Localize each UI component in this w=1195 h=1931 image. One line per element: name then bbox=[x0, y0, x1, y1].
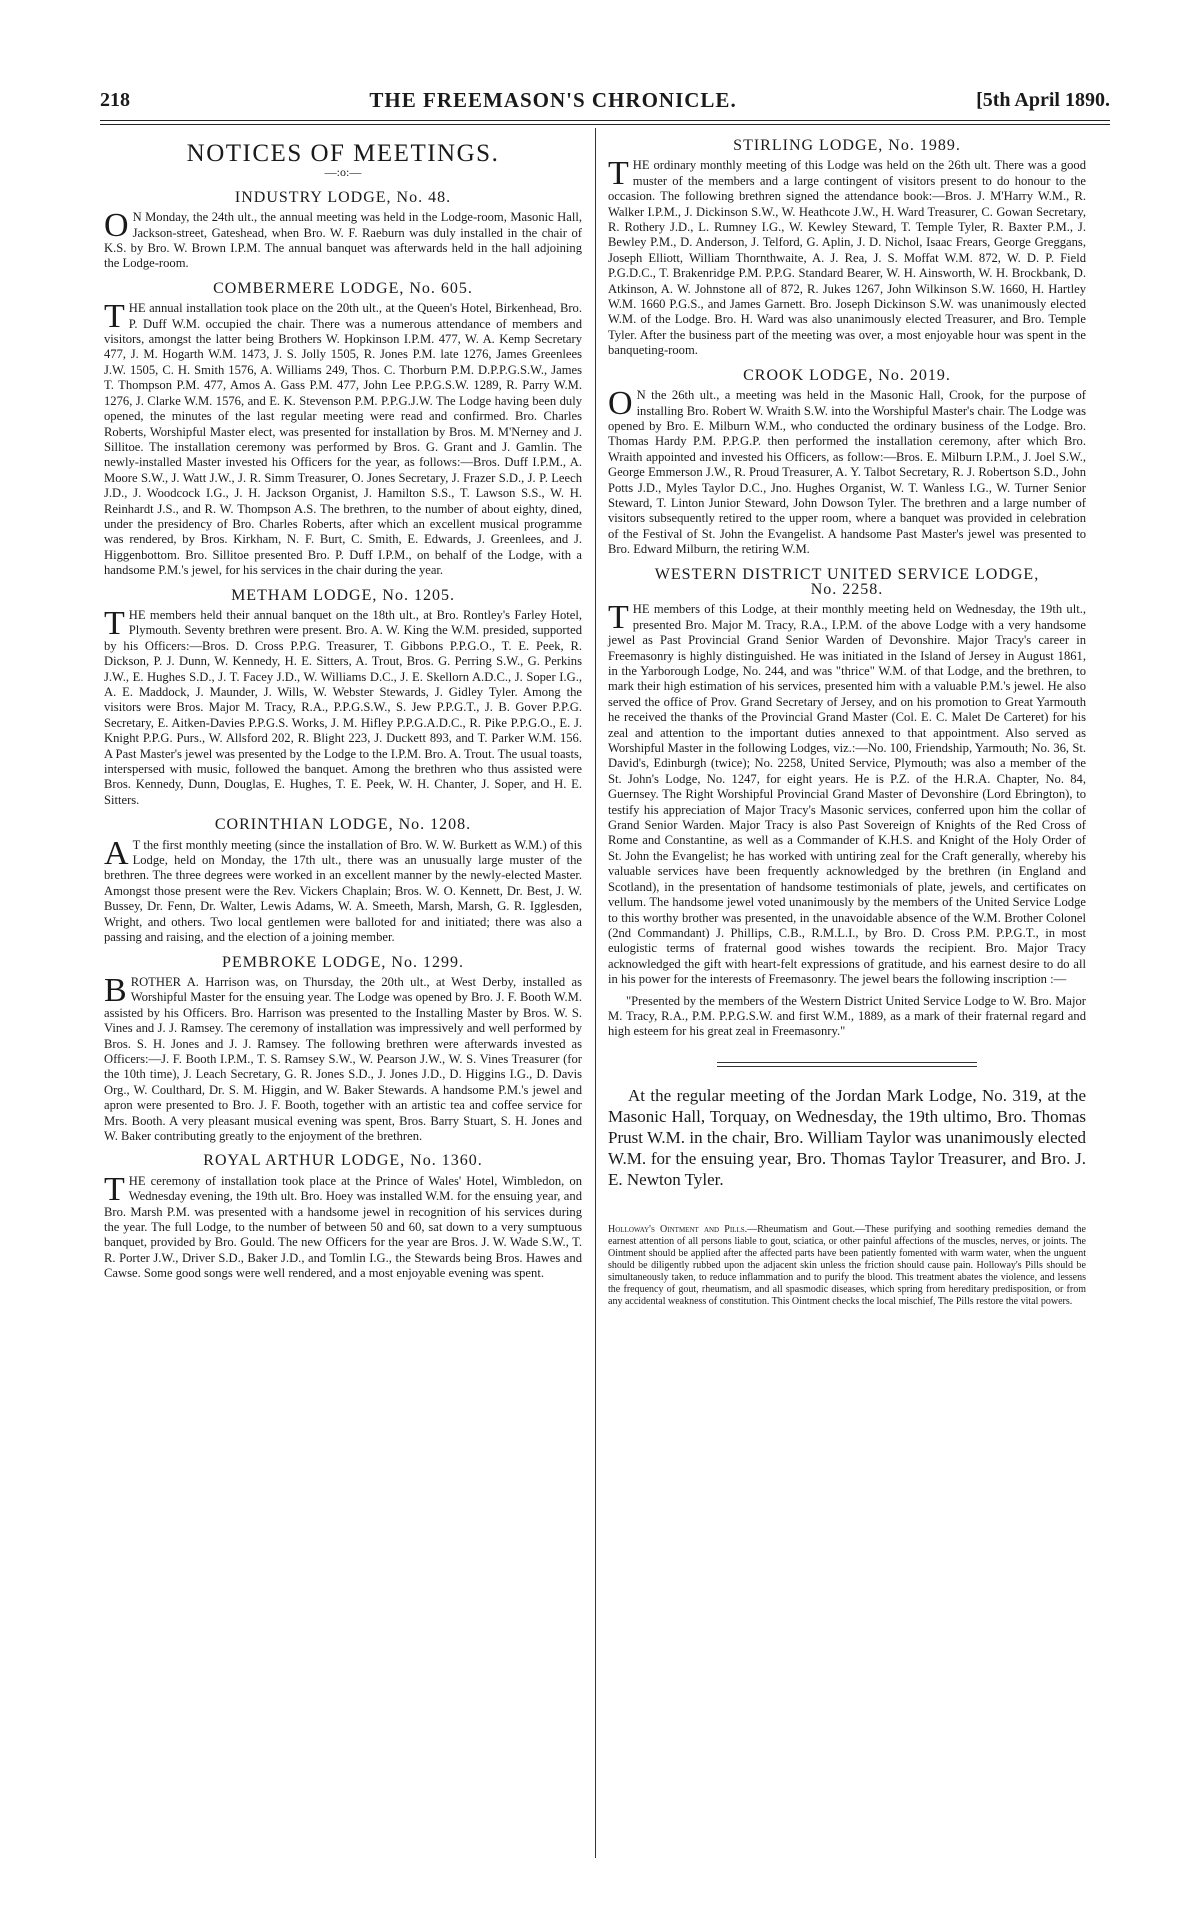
advert-body: —Rheumatism and Gout.—These purifying and soothing remedies demand the earnest attention of all persons liable to gout, sciatica, or other painful affections of the muscles, nerves, or joints. The Ointment should be applied after the affected parts have been patiently fomented with warm water, when the unguent should be diligently rubbed upon the adjacent skin unless the friction should cause pain. Holloway's Pills should be simultaneously taken, to reduce inflammation and to purify the blood. This treatment abates the violence, and lessens the frequency of gout, rheumatism, and all spasmodic diseases, which spring from hereditary predisposition, or from any accidental weakness of constitution. This Ointment checks the local mischief, The Pills restore the vital powers. bbox=[608, 1223, 1086, 1307]
header-rule-top bbox=[100, 120, 1110, 121]
left-column bbox=[104, 138, 582, 1284]
article-body: A T the first monthly meeting (since the installation of Bro. W. W. Burkett as W.M.) of this Lodge, held on Monday, the 17th ult., there was an unusually large muster of the brethren. The three degrees were worked in an excellent manner by the newly-elected Master. Amongst those present were the Rev. Vickers Chaplain; Bros. W. O. Kennett, Dr. Best, J. W. Bussey, Dr. Fenn, Dr. Walter, Lewis Adams, W. A. Smeeth, Marsh, Marsh, G. R. Igglesden, Wright, and others. Two local gentlemen were balloted for and initiated; there was also a passing and raising, and the election of a joining member. bbox=[104, 834, 582, 945]
issue-date: [5th April 1890. bbox=[976, 88, 1110, 111]
jordan-mark-lodge-notice: At the regular meeting of the Jordan Mark Lodge, No. 319, at the Masonic Hall, Torquay, on Wednesday, the 19th ultimo, Bro. Thomas Prust W.M. in the chair, Bro. William Taylor was unanimously elected W.M. for the ensuing year, Bro. Thomas Taylor Treasurer, and Bro. J. E. Newton Tyler. bbox=[608, 1085, 1086, 1189]
article-heading: CORINTHIAN LODGE, No. 1208. bbox=[214, 816, 472, 834]
article-western-district-lodge bbox=[608, 567, 1086, 1040]
article-body: O N Monday, the 24th ult., the annual meeting was held in the Lodge-room, Masonic Hall, Jackson-street, Gateshead, when Bro. W. F. Raeburn was duly installed in the chair of K.S. by Bro. W. Brown I.P.M. The annual banquet was afterwards held in the hall adjoining the Lodge-room. bbox=[104, 207, 582, 271]
drop-cap: T bbox=[608, 155, 629, 193]
column-divider bbox=[595, 128, 596, 1858]
section-title: NOTICES OF MEETINGS. bbox=[186, 140, 500, 167]
article-stirling-lodge bbox=[608, 138, 1086, 359]
article-body: THE members of this Lodge, at their monthly meeting held on Wednesday, the 19th ult., presented Bro. Major M. Tracy, R.A., I.P.M. of the above Lodge with a very handsome jewel as Past Provincial Grand Senior Warden of Devonshire. Major Tracy's career in Freemasonry is highly distinguished. He was initiated in the Island of Jersey in August 1861, in the Yarborough Lodge, No. 244, and was "thrice" W.M. of that Lodge, and the brethren, to mark their high estimation of his services, presented him with a valuable P.M.'s jewel. He also served the office of Prov. Grand Secretary of Jersey, and on his promotion to Great Yarmouth he received the thanks of the Provincial Grand Master (Col. E. C. Malet De Carteret) for his zeal and attention to the important duties annexed to that appointment. Also served as Worshipful Master in the following Lodges, viz.:—No. 100, Friendship, Yarmouth; No. 36, St. David's, Edinburgh (twice); No. 2258, United Service, Plymouth; was also a member of the St. John's Lodge, No. 1247, for eight years. He is P.Z. of the H.R.A. Chapter, No. 84, Guernsey. The Right Worshipful Provincial Grand Master of Devonshire (Lord Ebrington), to testify his appreciation of Major Tracy's Masonic services, conferred upon him the collar of Grand Senior Warden. Major Tracy is also Past Sovereign of Knights of the Red Cross of Rome and Constantine, as well as a Commander of K.H.S. and Knight of the Holy Order of St. John the Evangelist; he has worked with untiring zeal for the Craft generally, whereby his valuable services have been frequently acknowledged by the brethren (in England and Scotland), in the presentation of handsome testimonials of plate, jewels, and certificates on vellum. The handsome jewel voted unanimously by the members of the United Service Lodge to this worthy brother was presented, in the unavoidable absence of the W.M. Brother Colonel (2nd Commandant) J. Phillips, C.B., R.M.L.I., by Bro. D. Cross P.M. P.P.G.T., in most eulogistic terms of fraternal good wishes towards the recipient. Bro. Major Tracy acknowledged the gift with heart-felt expressions of gratitude, and his earnest desire to do all in his power for the interests of Freemasonry. The jewel bears the following inscription :— bbox=[608, 599, 1086, 987]
article-body: THE annual installation took place on the 20th ult., at the Queen's Hotel, Birkenhead, Bro. P. Duff W.M. occupied the chair. There was a numerous attendance of members and visitors, amongst the latter being Brothers W. Hopkinson I.P.M. 477, W. A. Kemp Secretary 477, J. M. Hogarth W.M. 1473, J. S. Jolly 1505, R. Jones P.M. late 1276, James Greenlees J.W. 1505, C. H. Smith 1576, A. Williams 249, Thos. C. Thorburn P.M. D.P.P.G.S.W., James T. Thompson P.M. 477, Amos A. Gass P.M. 477, John Lee P.P.G.S.W. 1289, R. Parry W.M. 1276, J. Clarke W.M. 1576, and E. K. Stevenson P.M. P.P.G.J.W. The Lodge having been duly opened, the minutes of the last regular meeting were read and confirmed. Bro. Charles Roberts, Worshipful Master elect, was presented for installation by Bros. M. M'Nerney and J. Sillitoe. The installation ceremony was performed by Bros. G. Grant and J. Gamlin. The newly-installed Master invested his Officers for the year, as follows:—Bros. Duff I.P.M., A. Moore S.W., J. Watt J.W., J. R. Simm Treasurer, O. Jones Secretary, J. Frazer S.D., J. P. Leech J.D., J. Woodcock I.G., J. H. Jackson Organist, J. Hamilton S.S., T. Lawson S.S., W. H. Reinhardt J.S., and R. W. Thompson A.S. The brethren, to the number of about eighty, dined, under the presidency of Bro. Charles Roberts, after which an excellent musical programme was rendered, by Bros. Kirkham, N. F. Burt, C. Smith, E. Edwards, J. Greenlees, and J. Higgenbottom. Bro. Sillitoe presented Bro. P. Duff I.P.M., on behalf of the Lodge, with a handsome P.M.'s jewel, for his services in the chair during the year. bbox=[104, 298, 582, 578]
article-body: O N the 26th ult., a meeting was held in the Masonic Hall, Crook, for the purpose of installing Bro. Robert W. Wraith S.W. into the Worshipful Master's chair. The Lodge was opened by Bro. E. Milburn W.M., who conducted the ordinary business of the Lodge. Bro. Thomas Hardy P.M. P.P.G.P. then performed the installation ceremony, after which Bro. Wraith appointed and invested his Officers, as follow:—Bros. E. Milburn I.P.M., J. Joel S.W., George Emmerson J.W., R. Proud Treasurer, A. Y. Talbot Secretary, R. J. Robertson S.D., John Potts J.D., Myles Taylor D.C., Jno. Hughes Organist, W. T. Wanless I.G., W. Turner Senior Steward, T. Linton Junior Steward, John Dowson Tyler. The brethren and a large number of visitors subsequently retired to the upper room, where a banquet was provided in celebration of the Festival of St. John the Evangelist. A handsome Past Master's jewel was presented to Bro. Edward Milburn, the retiring W.M. bbox=[608, 385, 1086, 557]
title-ornament: —:o:— bbox=[324, 165, 362, 180]
header-rule-bottom bbox=[100, 124, 1110, 125]
drop-cap: T bbox=[104, 298, 125, 336]
drop-cap: O bbox=[104, 207, 129, 245]
article-body: THE ordinary monthly meeting of this Lodge was held on the 26th ult. There was a good muster of the members and a large contingent of visitors present to do honour to the occasion. The following brethren signed the attendance book:—Bros. J. M'Harry W.M., R. Walker I.P.M., J. Dickinson S.W., W. Heathcote J.W., H. Ward Treasurer, C. Gowan Secretary, R. Rothery J.D., L. Rumney I.G., W. Kewley Steward, T. Temple Tyler, R. Baxter P.M., J. Bewley P.M., D. Anderson, J. Telford, G. Aplin, J. D. Nichol, Isaac Frears, George Greggans, Joseph Elliott, William Thornthwaite, A. J. Rea, J. S. Moffat W.M. 872, W. D. P. Field P.G.D.C., T. Brakenridge P.M. P.P.G. Standard Bearer, W. H. Ainsworth, W. H. Brockbank, D. Atkinson, A. W. Johnstone all of 872, R. Jukes 1267, John Wilkinson S.W. 1660, H. Hartley W.M. 1660 P.G.S., and James Garnett. Bro. Joseph Dickinson S.W. was unanimously elected W.M. of the Lodge. Bro. H. Ward was also unanimously elected Treasurer, and Bro. Temple Tyler. After the business part of the meeting was over, a most enjoyable hour was spent in the banqueting-room. bbox=[608, 155, 1086, 358]
drop-cap: T bbox=[104, 1170, 125, 1208]
article-body: THE ceremony of installation took place at the Prince of Wales' Hotel, Wimbledon, on Wednesday evening, the 19th ult. Bro. Hoey was installed W.M. for the ensuing year, and Bro. Marsh P.M. was presented with a handsome jewel in recognition of his services during the year. The full Lodge, to the number of between 50 and 60, sat down to a very sumptuous banquet, provided by Bro. Gould. The new Officers for the year are Bros. J. W. Wade S.W., T. R. Porter J.W., Driver S.D., Baker J.D., and Tomlin I.G., the Stewards being Bros. Hawes and Cawse. Some good songs were well rendered, and a most enjoyable evening was spent. bbox=[104, 1170, 582, 1281]
drop-cap: A bbox=[104, 834, 129, 872]
article-corinthian-lodge bbox=[104, 817, 582, 945]
advert-headline: Holloway's Ointment and Pills. bbox=[608, 1223, 748, 1235]
article-heading: WESTERN DISTRICT UNITED SERVICE LODGE, No. 2258. bbox=[608, 567, 1086, 598]
right-column bbox=[608, 138, 1086, 1310]
section-divider bbox=[717, 1062, 977, 1067]
article-subheading: No. 2258. bbox=[810, 580, 884, 598]
page-number: 218 bbox=[100, 88, 130, 111]
article-industry-lodge bbox=[104, 190, 582, 272]
article-heading: PEMBROKE LODGE, No. 1299. bbox=[222, 953, 464, 971]
article-heading: METHAM LODGE, No. 1205. bbox=[231, 586, 455, 604]
article-combermere-lodge bbox=[104, 281, 582, 579]
publication-title: THE FREEMASON'S CHRONICLE. bbox=[369, 87, 737, 112]
article-metham-lodge bbox=[104, 588, 582, 809]
article-body: THE members held their annual banquet on the 18th ult., at Bro. Rontley's Farley Hotel, Plymouth. Seventy brethren were present. Bro. A. W. King the W.M. presided, supported by his Officers:—Bros. D. Cross P.P.G. Treasurer, T. Gibbons P.P.G.O., T. E. Peek, R. Dickson, P. J. Dunn, W. Kennedy, H. E. Sitters, A. Trout, Bros. G. Perring S.W., G. Perkins J.W., E. Hughes S.D., J. T. Facey J.D., W. Williams D.C., J. E. Skellorn A.D.C., J. Soper I.G., A. E. Maddock, J. Maunder, J. Wills, W. Webster Stewards, J. Gidley Tyler. Among the visitors were Bros. Major M. Tracy, R.A., P.P.G.S.W., S. Jew P.P.G.T., J. B. Gover P.P.G. Secretary, E. Aitken-Davies P.P.G.S. Works, J. M. Hifley P.P.G.A.D.C., R. Pike P.P.G.O., E. J. Knight P.P.G. Purs., W. Allsford 202, R. Blight 223, J. Duckett 893, and T. Parker W.M. 156. A Past Master's jewel was presented by the Lodge to the I.P.M. Bro. A. Trout. The usual toasts, interspersed with music, followed the banquet. Among the brethren who thus assisted were Bros. Kennedy, Dunn, Douglas, E. Hughes, T. E. Peek, W. H. Chanter, J. Soper, and H. E. Sitters. bbox=[104, 604, 582, 807]
article-crook-lodge bbox=[608, 368, 1086, 558]
article-heading: COMBERMERE LODGE, No. 605. bbox=[213, 279, 473, 297]
drop-cap: T bbox=[608, 599, 629, 637]
page-header bbox=[100, 82, 1110, 118]
article-royal-arthur-lodge bbox=[104, 1153, 582, 1281]
article-heading: ROYAL ARTHUR LODGE, No. 1360. bbox=[203, 1152, 483, 1170]
drop-cap: O bbox=[608, 385, 633, 423]
article-body: BROTHER A. Harrison was, on Thursday, the 20th ult., at West Derby, installed as Worshipful Master for the ensuing year. The Lodge was opened by Bro. J. F. Booth W.M. assisted by his Officers. Bro. Harrison was presented to the Installing Master by Bros. W. S. Vines and J. J. Ramsey. The ceremony of installation was impressively and well performed by Bros. S. H. Jones and J. J. Ramsey. The following brethren were afterwards invested as Officers:—J. F. Booth I.P.M., T. S. Ramsey S.W., W. Pearson J.W., W. S. Vines Treasurer (for the 10th time), J. Leach Secretary, G. R. Jones S.D., J. Jones J.D., D. Higgins I.G., D. Davis Org., W. Coulthard, Dr. S. M. Higgin, and W. Baker Stewards. A handsome P.M.'s jewel and apron were presented to Bro. J. F. Booth, together with an artistic tea and coffee service for Mrs. Booth. A very pleasant musical evening was spent, Bros. Barry Stuart, S. H. Jones and W. Baker contributing greatly to the enjoyment of the brethren. bbox=[104, 971, 582, 1143]
jewel-inscription: "Presented by the members of the Western District United Service Lodge to W. Bro. Major M. Tracy, R.A., P.M. P.P.G.S.W. and first W.M., 1889, as a mark of their fraternal regard and high esteem for his great zeal in Freemasonry." bbox=[608, 993, 1086, 1039]
article-heading: INDUSTRY LODGE, No. 48. bbox=[234, 188, 452, 206]
article-pembroke-lodge bbox=[104, 955, 582, 1145]
article-heading: CROOK LODGE, No. 2019. bbox=[743, 366, 951, 384]
article-heading: STIRLING LODGE, No. 1989. bbox=[733, 137, 961, 154]
holloway-advertisement bbox=[608, 1224, 1086, 1308]
drop-cap: T bbox=[104, 604, 125, 642]
drop-cap: B bbox=[104, 971, 127, 1009]
